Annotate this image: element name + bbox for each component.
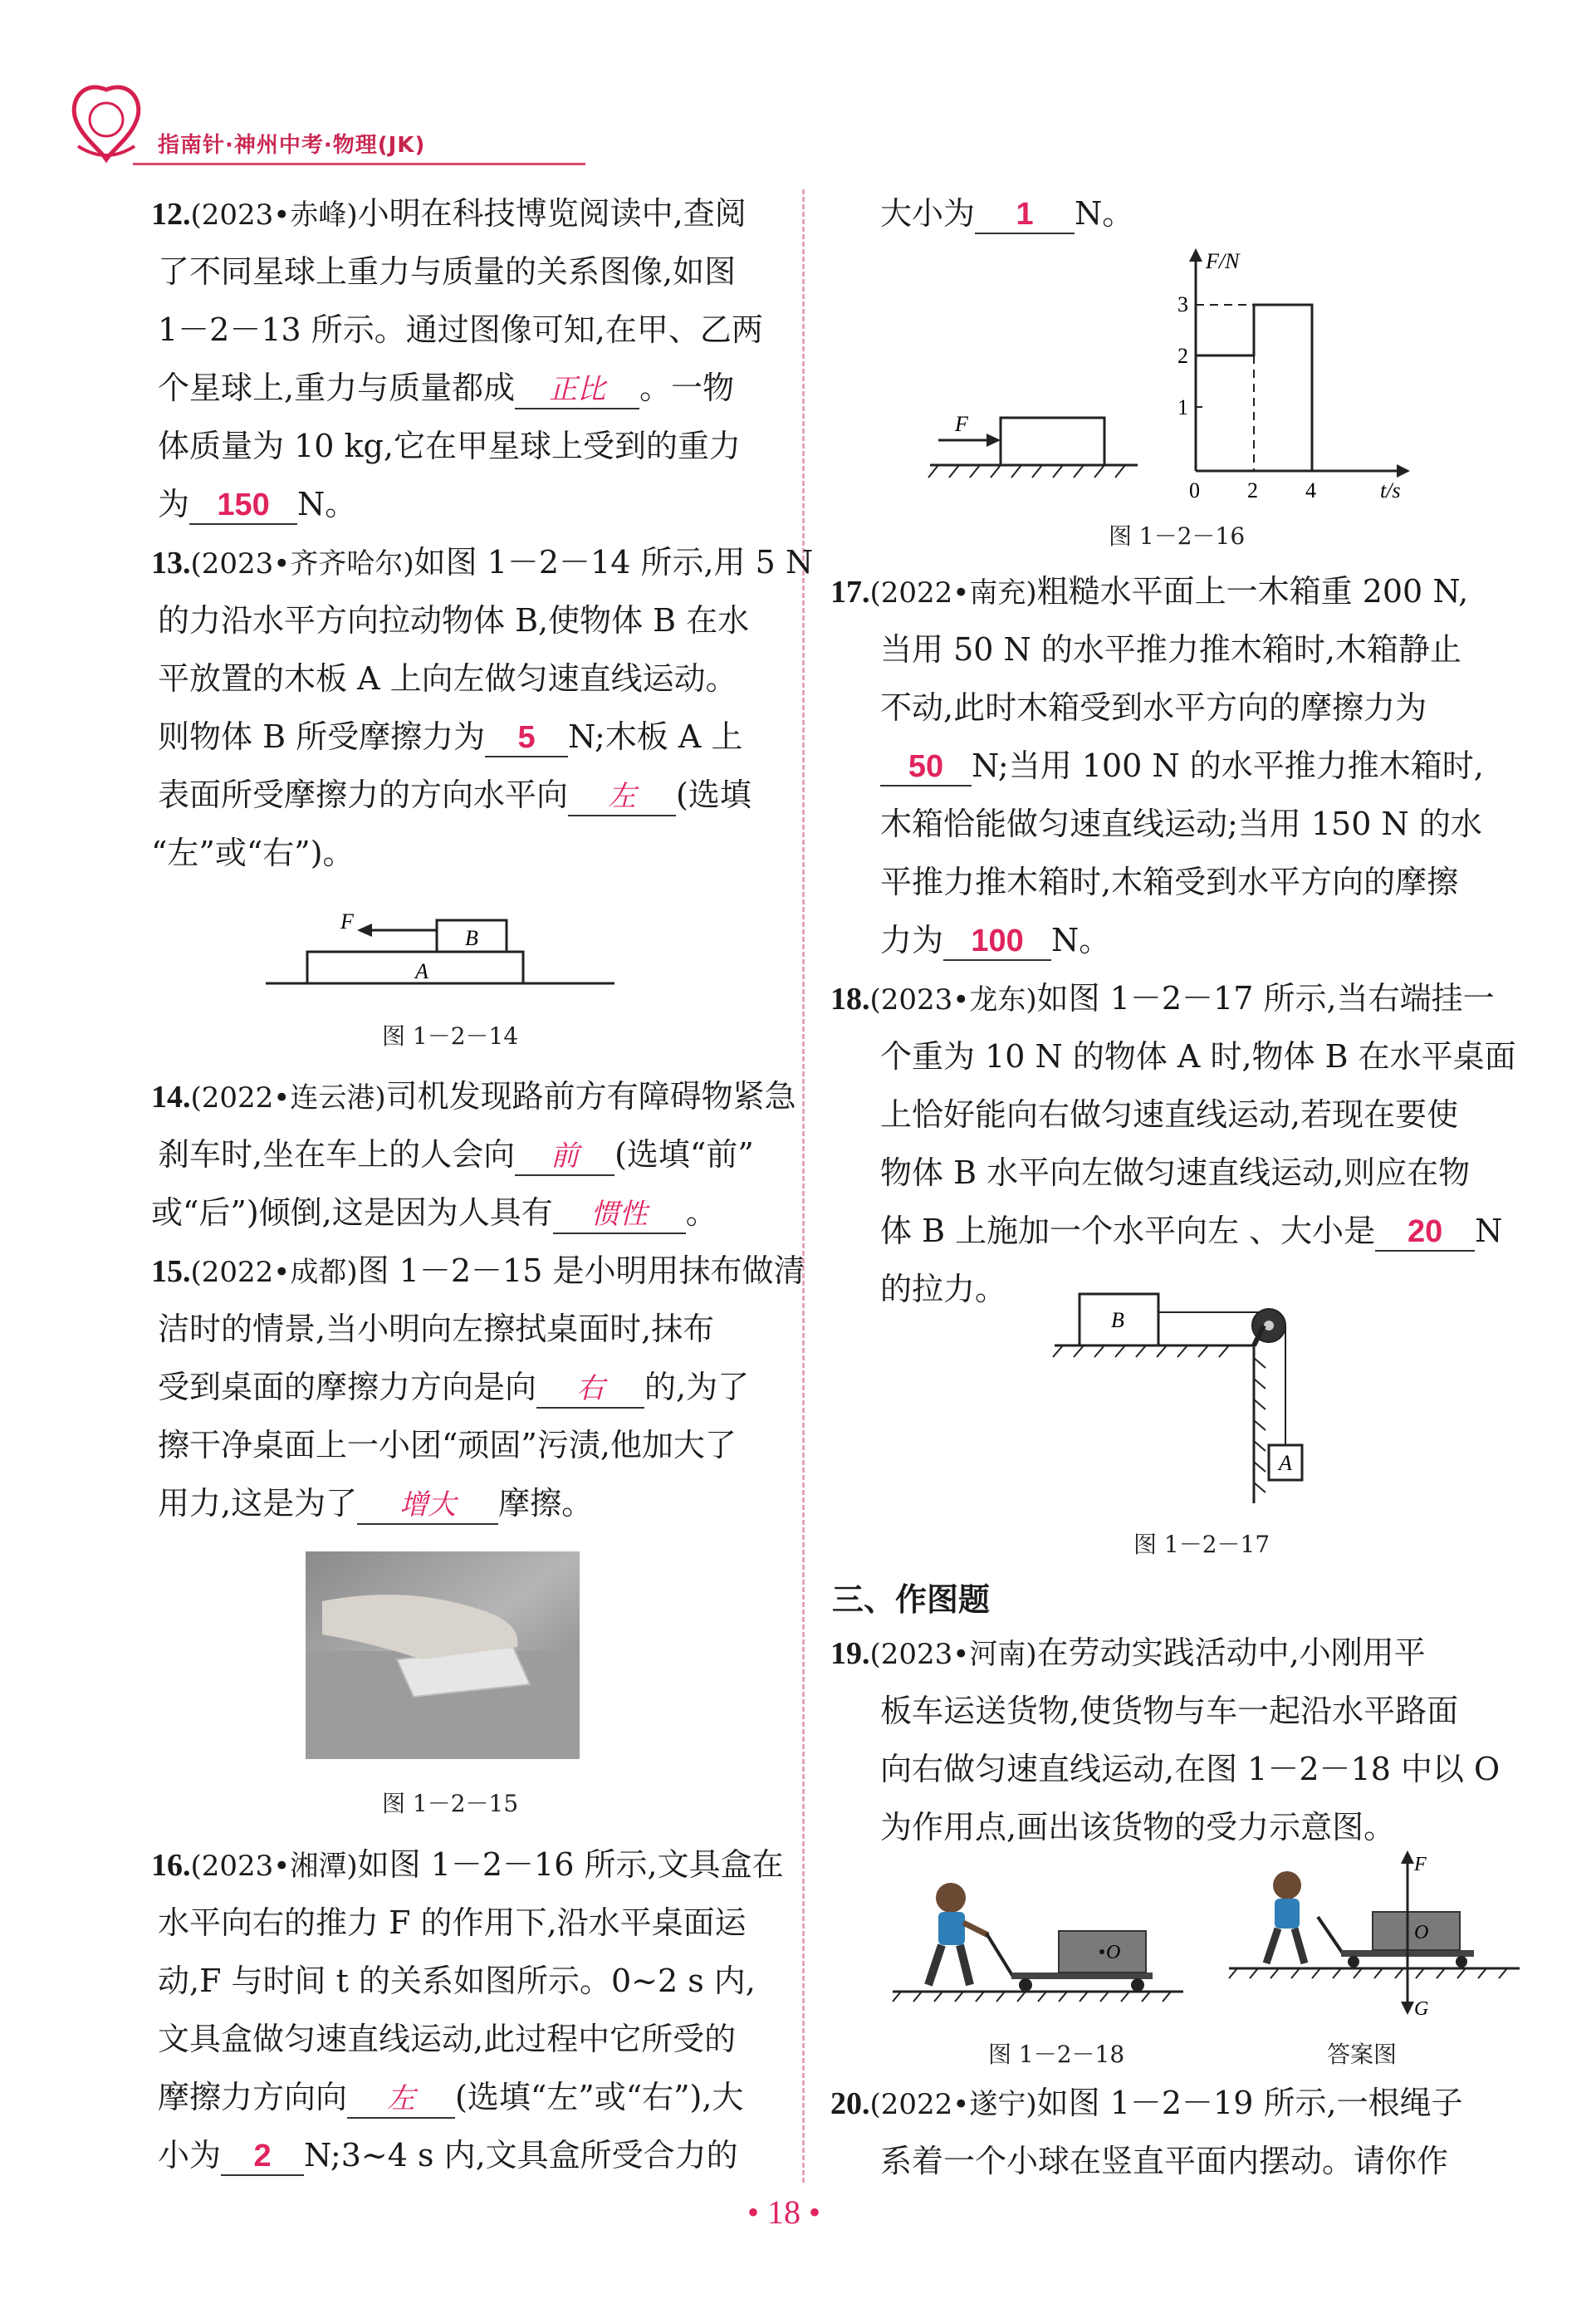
q17-line3: 不动,此时木箱受到水平方向的摩擦力为 <box>880 689 1427 726</box>
q15-answer2: 增大 <box>399 1488 457 1522</box>
fig16-caption: 图 1－2－16 <box>1109 522 1246 550</box>
answer-label-g: G <box>1414 1998 1429 2020</box>
q12-line1: 12.(2023•赤峰)小明在科技博览阅读中,查阅 <box>151 195 747 232</box>
q13-line5: 表面所受摩擦力的方向水平向 左 (选填 <box>158 766 751 824</box>
q12-line3: 1－2－13 所示。通过图像可知,在甲、乙两 <box>158 311 763 348</box>
q17-line7: 力为 100 N。 <box>880 911 1110 969</box>
fig16-xlabel: t/s <box>1380 478 1401 502</box>
q15-line3: 受到桌面的摩擦力方向是向 右 的,为了 <box>158 1358 749 1416</box>
answer-label-f: F <box>1414 1854 1427 1875</box>
fig16-label-f: F <box>955 412 968 436</box>
fig16-tick-y3: 3 <box>1177 292 1188 316</box>
q16-line5: 摩擦力方向向 左 (选填“左”或“右”),大 <box>158 2068 743 2126</box>
q12-line4: 个星球上,重力与质量都成 正比 。一物 <box>158 359 734 417</box>
q18-line6: 的拉力。 <box>880 1271 1007 1307</box>
fig-1-2-16 <box>913 245 1428 511</box>
q17-answer1: 50 <box>908 749 944 784</box>
q15-line5: 用力,这是为了 增大 摩擦。 <box>158 1474 593 1532</box>
fig16-tick-y2: 2 <box>1177 344 1188 368</box>
q16-answer2: 2 <box>253 2139 272 2174</box>
q15-line4: 擦干净桌面上一小团“顽固”污渍,他加大了 <box>158 1427 737 1463</box>
q18-line3: 上恰好能向右做匀速直线运动,若现在要使 <box>880 1096 1459 1133</box>
q18-line2: 个重为 10 N 的物体 A 时,物体 B 在水平桌面 <box>880 1038 1516 1075</box>
q13-answer2: 左 <box>608 780 637 813</box>
q20-line2: 系着一个小球在竖直平面内摆动。请你作 <box>880 2143 1449 2179</box>
fig17-caption: 图 1－2－17 <box>1133 1531 1270 1558</box>
q14-line1: 14.(2022•连云港)司机发现路前方有障碍物紧急 <box>151 1078 796 1115</box>
fig18-caption: 图 1－2－18 <box>988 2041 1125 2068</box>
fig14-label-a: A <box>415 959 428 983</box>
q19-line1: 19.(2023•河南)在劳动实践活动中,小刚用平 <box>830 1634 1426 1671</box>
q15-line1: 15.(2022•成都)图 1－2－15 是小明用抹布做清 <box>151 1252 805 1289</box>
fig17-label-a: A <box>1279 1451 1292 1475</box>
header-rule <box>133 163 585 165</box>
q13-line6: “左”或“右”)。 <box>151 835 355 871</box>
header-title: 指南针·神州中考·物理(JK) <box>158 133 426 158</box>
q18-line4: 物体 B 水平向左做匀速直线运动,则应在物 <box>880 1154 1471 1191</box>
q12-line6: 为 150 N。 <box>158 475 356 533</box>
fig18-label-o: O <box>1106 1942 1121 1963</box>
q13-line4: 则物体 B 所受摩擦力为 5 N;木板 A 上 <box>158 708 742 766</box>
fig-answer <box>1225 1845 1524 2028</box>
fig-1-2-14 <box>257 897 623 1005</box>
column-divider <box>802 189 805 2183</box>
q17-line4: 50 N;当用 100 N 的水平推力推木箱时, <box>880 737 1484 795</box>
q17-line2: 当用 50 N 的水平推力推木箱时,木箱静止 <box>880 631 1461 668</box>
fig-1-2-18 <box>889 1852 1187 2010</box>
q18-answer1: 20 <box>1408 1214 1443 1249</box>
q17-line1: 17.(2022•南充)粗糙水平面上一木箱重 200 N, <box>830 573 1469 610</box>
page-number: • 18 • <box>747 2193 821 2231</box>
fig14-caption: 图 1－2－14 <box>382 1022 519 1050</box>
q14-answer2: 惯性 <box>590 1198 648 1231</box>
fig16-tick-x0: 0 <box>1189 478 1200 502</box>
q15-answer1: 右 <box>576 1372 605 1405</box>
answer-label-o: O <box>1414 1922 1429 1943</box>
fig14-label-b: B <box>465 926 478 950</box>
q12-line5: 体质量为 10 kg,它在甲星球上受到的重力 <box>158 428 741 464</box>
q18-line5: 体 B 上施加一个水平向左 、大小是 20 N <box>880 1202 1502 1260</box>
q16-line6: 小为 2 N;3~4 s 内,文具盒所受合力的 <box>158 2126 738 2184</box>
logo <box>66 83 146 166</box>
q18-line1: 18.(2023•龙东)如图 1－2－17 所示,当右端挂一 <box>830 980 1495 1017</box>
answer-fig-caption: 答案图 <box>1327 2041 1398 2068</box>
fig16-tick-y1: 1 <box>1177 395 1188 419</box>
q12-answer1: 正比 <box>549 373 606 406</box>
q15-line2: 洁时的情景,当小明向左擦拭桌面时,抹布 <box>158 1311 715 1347</box>
q13-answer1: 5 <box>517 720 536 755</box>
fig16-tick-x2: 2 <box>1247 478 1258 502</box>
q16-line1: 16.(2023•湘潭)如图 1－2－16 所示,文具盒在 <box>151 1846 784 1883</box>
q14-line3: 或“后”)倾倒,这是因为人具有 惯性 。 <box>151 1184 717 1242</box>
q13-line2: 的力沿水平方向拉动物体 B,使物体 B 在水 <box>158 602 750 639</box>
q12-line2: 了不同星球上重力与质量的关系图像,如图 <box>158 253 737 290</box>
section-title: 三、作图题 <box>832 1581 991 1618</box>
q16-line3: 动,F 与时间 t 的关系如图所示。0~2 s 内, <box>158 1963 756 1999</box>
q19-line3: 向右做匀速直线运动,在图 1－2－18 中以 O <box>880 1751 1501 1787</box>
q17-line6: 平推力推木箱时,木箱受到水平方向的摩擦 <box>880 864 1459 900</box>
q17-line5: 木箱恰能做匀速直线运动;当用 150 N 的水 <box>880 806 1482 842</box>
q16-line2: 水平向右的推力 F 的作用下,沿水平桌面运 <box>158 1904 747 1941</box>
fig-1-2-15-photo <box>306 1551 580 1759</box>
q13-line1: 13.(2023•齐齐哈尔)如图 1－2－14 所示,用 5 N <box>151 544 814 581</box>
fig15-caption: 图 1－2－15 <box>382 1790 519 1817</box>
q19-line2: 板车运送货物,使货物与车一起沿水平路面 <box>880 1693 1459 1729</box>
fig16-ylabel: F/N <box>1206 249 1240 273</box>
q14-answer1: 前 <box>551 1139 580 1173</box>
q16-answer1: 左 <box>387 2082 416 2115</box>
fig14-label-f: F <box>340 909 354 934</box>
q16-line4: 文具盒做匀速直线运动,此过程中它所受的 <box>158 2021 737 2057</box>
q12-answer2: 150 <box>217 488 270 522</box>
fig16-tick-x4: 4 <box>1305 478 1316 502</box>
q16-line7: 大小为 1 N。 <box>880 184 1133 243</box>
q14-line2: 刹车时,坐在车上的人会向 前 (选填“前” <box>158 1125 754 1184</box>
fig-1-2-17 <box>1046 1271 1362 1512</box>
q20-line1: 20.(2022•遂宁)如图 1－2－19 所示,一根绳子 <box>830 2085 1463 2121</box>
q16-answer3: 1 <box>1016 197 1034 232</box>
q19-line4: 为作用点,画出该货物的受力示意图。 <box>880 1809 1396 1845</box>
q13-line3: 平放置的木板 A 上向左做匀速直线运动。 <box>158 660 737 697</box>
fig17-label-b: B <box>1111 1308 1124 1332</box>
q17-answer2: 100 <box>971 924 1024 958</box>
